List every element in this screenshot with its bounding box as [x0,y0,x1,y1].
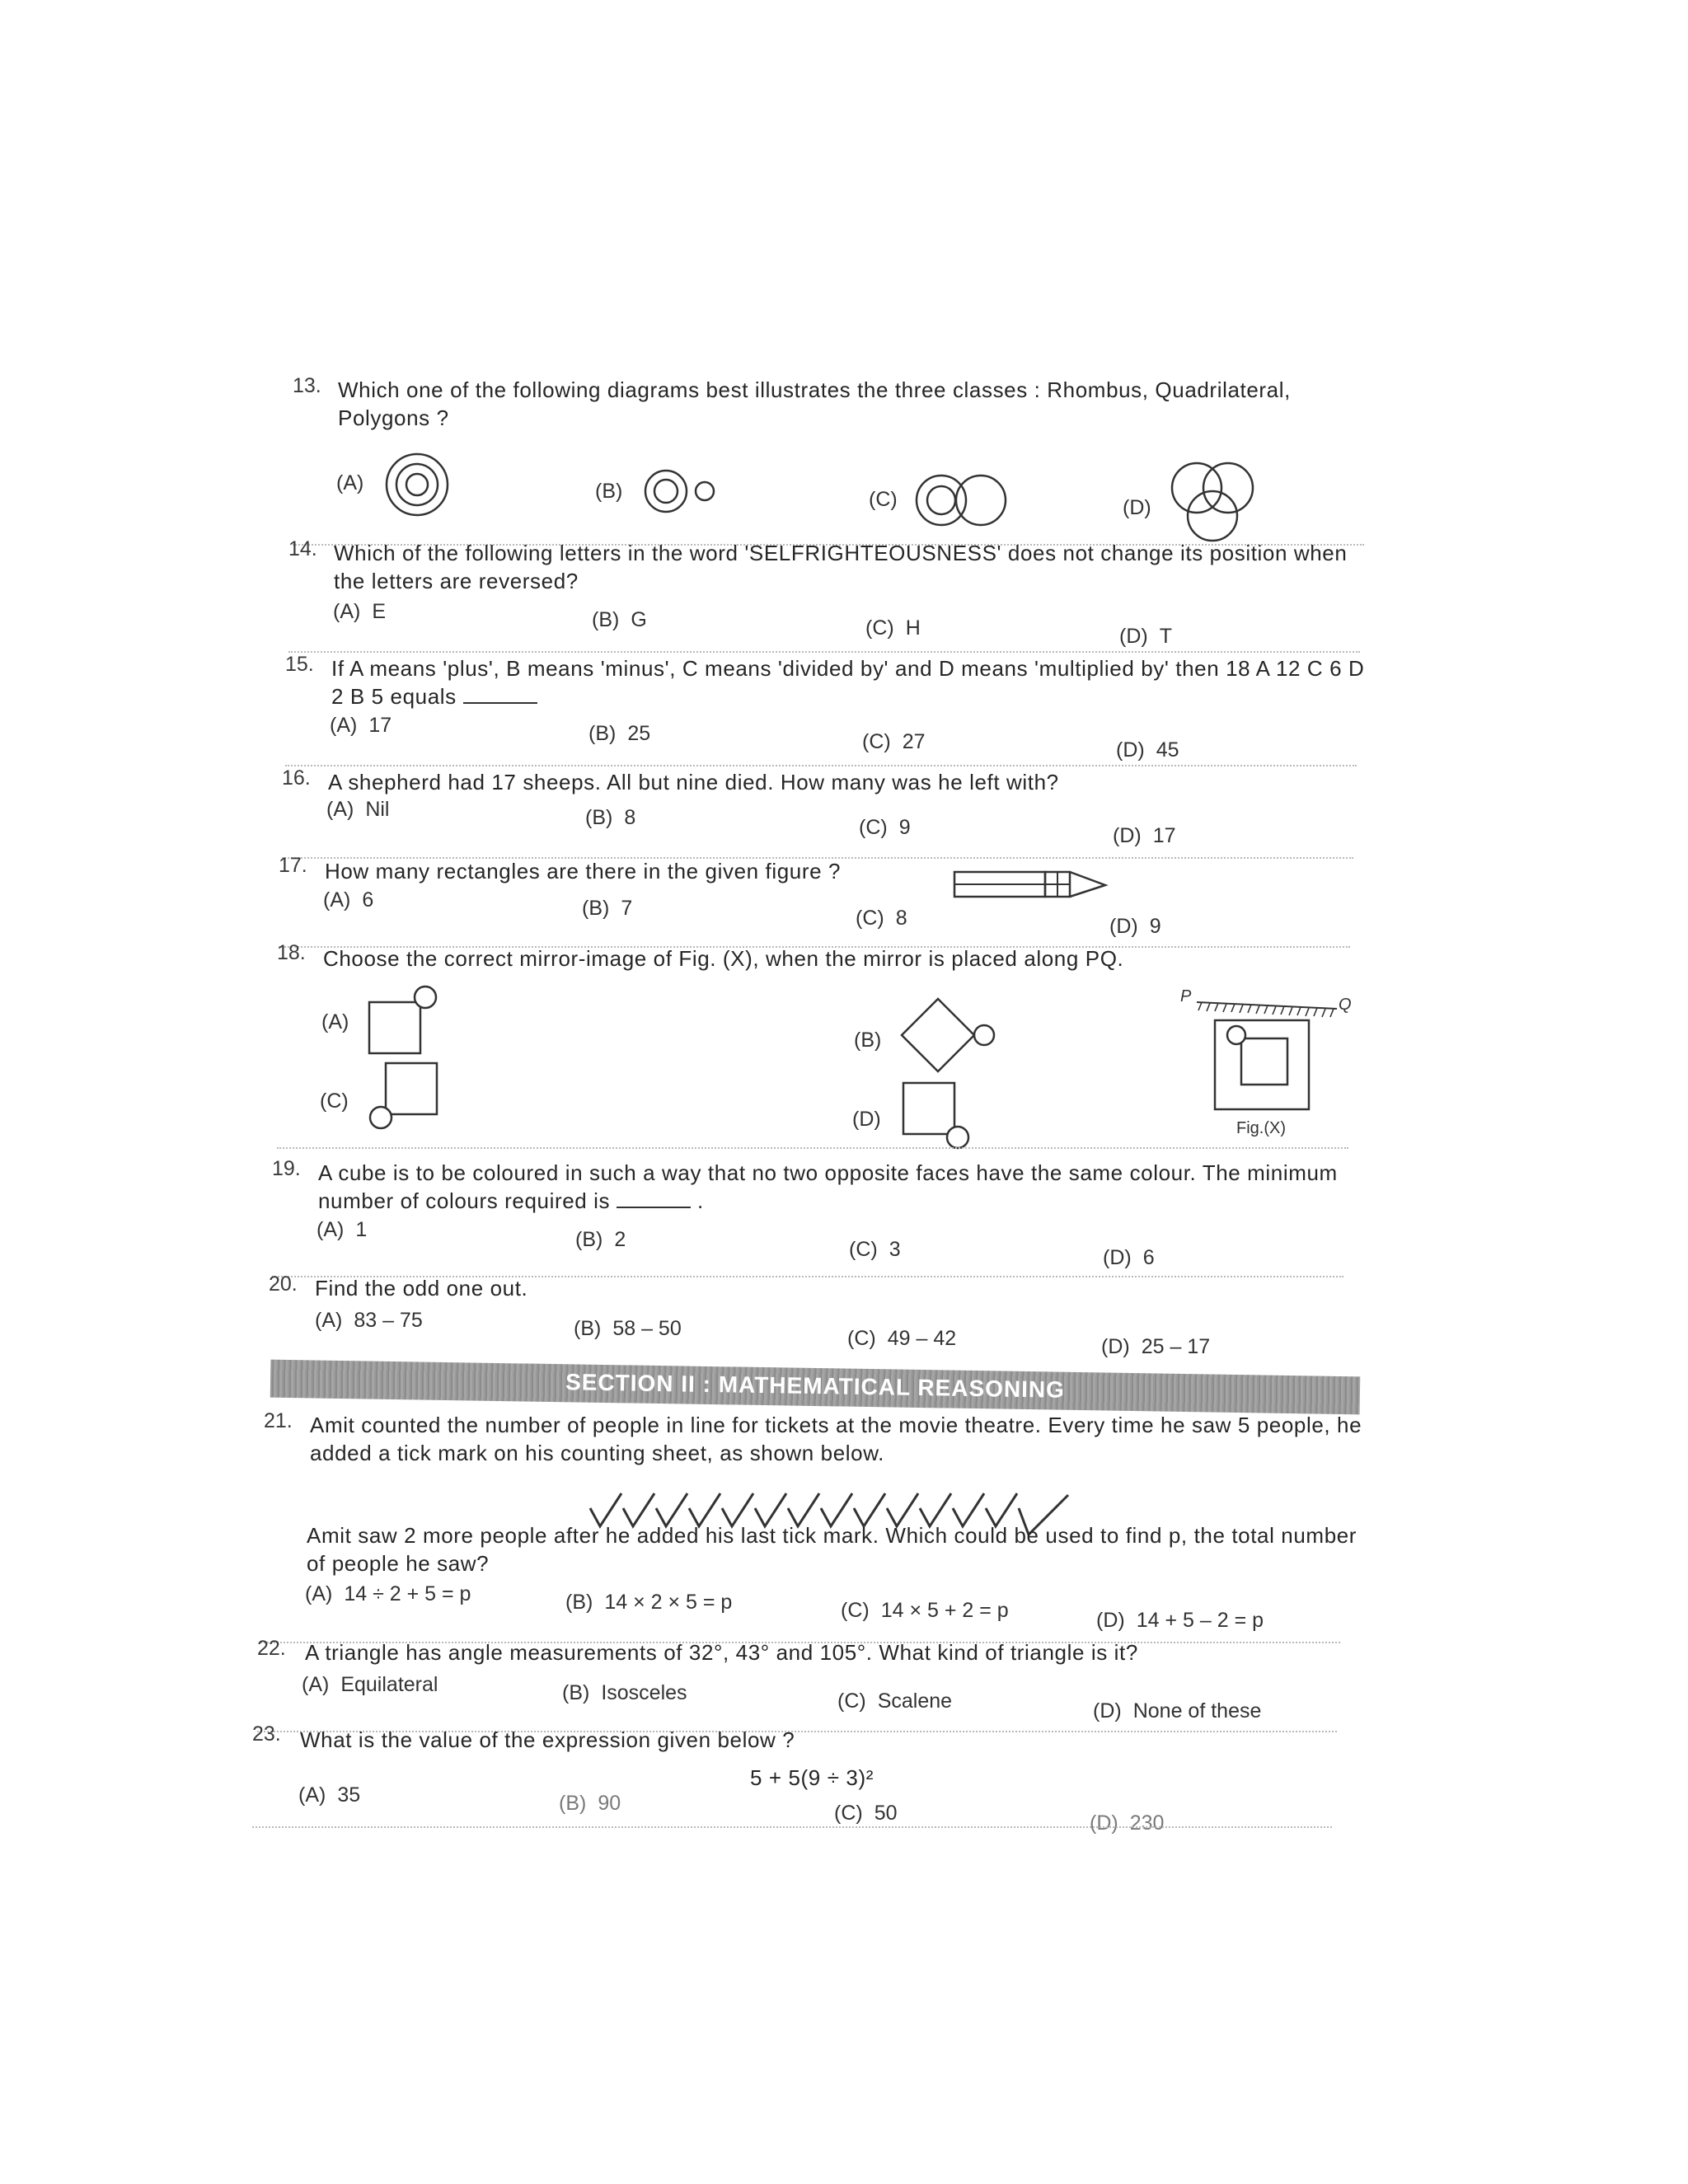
option-a[interactable]: (A) 1 [316,1218,368,1241]
expression: 5 + 5(9 ÷ 3)² [750,1765,874,1790]
option-c[interactable]: (C) 8 [856,907,907,930]
option-b[interactable]: (B) 90 [559,1792,621,1815]
mirror-option-d-figure [900,1080,982,1154]
option-d[interactable]: (D) 230 [1090,1811,1165,1835]
option-d[interactable]: (D) 45 [1116,738,1179,762]
question-text: If A means 'plus', B means 'minus', C means 'divided by' and D means 'multiplied by' then 18 A 12 C 6 D 2 B 5 equals [331,656,1365,709]
question-text: What is the value of the expression given below ? [300,1727,795,1752]
question-number: 13. [293,374,321,397]
divider [288,651,1360,653]
concentric-circles-figure [384,452,450,518]
mirror-option-b-figure [898,996,1006,1078]
question-text: Amit counted the number of people in line for tickets at the movie theatre. Every time he saw 5 people, he added a tick mark on his counting sheet, as shown below. [310,1413,1362,1465]
option-d[interactable]: (D) 14 + 5 – 2 = p [1096,1609,1264,1632]
option-c[interactable]: (C) 27 [862,730,926,753]
option-b[interactable]: (B) [595,480,623,503]
option-d[interactable]: (D) 17 [1113,824,1176,847]
question-number: 14. [288,537,317,560]
question-number: 20. [269,1272,298,1296]
question-text: A cube is to be coloured in such a way that no two opposite faces have the same colour. The minimum number of colours required is . [318,1160,1338,1213]
option-a[interactable]: (A) 83 – 75 [315,1309,423,1332]
option-a[interactable]: (A) 17 [330,714,392,737]
option-d[interactable]: (D) 6 [1103,1246,1155,1269]
option-a[interactable]: (A) Nil [326,798,390,821]
question-text: Which one of the following diagrams best illustrates the three classes : Rhombus, Quadrilateral, Polygons ? [338,377,1291,430]
option-d[interactable]: (D) 25 – 17 [1101,1335,1211,1358]
question-text: Find the odd one out. [315,1276,528,1301]
overlapping-nested-circles-figure [913,471,1012,529]
nested-and-separate-circles-figure [643,468,717,514]
option-a[interactable]: (A) [336,471,364,494]
option-b[interactable]: (B) 25 [588,722,651,745]
option-c[interactable]: (C) 14 × 5 + 2 = p [841,1599,1009,1622]
option-d[interactable]: (D) 9 [1109,915,1161,938]
option-a[interactable]: (A) [321,1010,349,1033]
section-ii-banner [270,1360,1361,1415]
mirror-label-q: Q [1339,996,1352,1014]
option-c[interactable]: (C) 50 [834,1802,898,1825]
section-title: SECTION II : MATHEMATICAL REASONING [565,1369,1066,1403]
question-number: 17. [279,854,307,877]
three-intersecting-circles-figure [1167,458,1258,549]
option-a[interactable]: (A) Equilateral [302,1673,438,1696]
option-c[interactable]: (C) 3 [849,1238,901,1261]
question-text: A triangle has angle measurements of 32°, 43° and 105°. What kind of triangle is it? [305,1640,1138,1665]
mirror-label-p: P [1180,987,1192,1005]
mirror-line-pq [1195,997,1343,1017]
divider [285,765,1357,766]
question-text: Choose the correct mirror-image of Fig. (X), when the mirror is placed along PQ. [323,946,1124,971]
option-c[interactable]: (C) 49 – 42 [847,1327,957,1350]
option-b[interactable]: (B) Isosceles [562,1681,687,1704]
question-text-continued: Amit saw 2 more people after he added his last tick mark. Which could be used to find p, the total number of people he saw? [307,1523,1357,1576]
option-b[interactable]: (B) [854,1029,882,1052]
option-c[interactable]: (C) [869,488,898,511]
option-b[interactable]: (B) G [592,608,647,631]
question-text: A shepherd had 17 sheeps. All but nine died. How many was he left with? [328,770,1059,794]
option-c[interactable]: (C) Scalene [837,1690,953,1713]
question-number: 21. [264,1409,293,1432]
option-d[interactable]: (D) None of these [1093,1699,1262,1722]
option-d[interactable]: (D) [1123,496,1151,519]
divider [252,1826,1332,1828]
question-number: 18. [277,941,306,964]
question-number: 16. [282,766,311,790]
option-b[interactable]: (B) 58 – 50 [574,1317,682,1340]
question-number: 22. [257,1637,286,1660]
option-d[interactable]: (D) [852,1108,881,1131]
figure-x [1212,1017,1319,1116]
option-a[interactable]: (A) 6 [323,888,374,912]
pencil-rectangles-figure [953,867,1109,908]
mirror-option-a-figure [366,986,448,1060]
question-number: 19. [272,1157,301,1180]
option-a[interactable]: (A) E [333,600,387,623]
option-c[interactable]: (C) H [865,616,921,640]
question-number: 23. [252,1722,281,1746]
divider [277,1147,1348,1149]
option-b[interactable]: (B) 7 [582,897,633,920]
option-b[interactable]: (B) 14 × 2 × 5 = p [565,1591,733,1614]
option-c[interactable]: (C) [320,1090,349,1113]
option-c[interactable]: (C) 9 [859,816,911,839]
option-d[interactable]: (D) T [1119,625,1172,648]
mirror-option-c-figure [368,1058,450,1132]
question-number: 15. [285,653,314,676]
question-text: How many rectangles are there in the given figure ? [325,859,842,883]
option-b[interactable]: (B) 2 [575,1228,626,1251]
figure-x-caption: Fig.(X) [1236,1119,1286,1137]
option-a[interactable]: (A) 35 [298,1783,361,1807]
option-b[interactable]: (B) 8 [585,806,636,829]
option-a[interactable]: (A) 14 ÷ 2 + 5 = p [305,1582,471,1605]
question-text: Which of the following letters in the word 'SELFRIGHTEOUSNESS' does not change its position when the letters are reversed? [334,541,1348,593]
